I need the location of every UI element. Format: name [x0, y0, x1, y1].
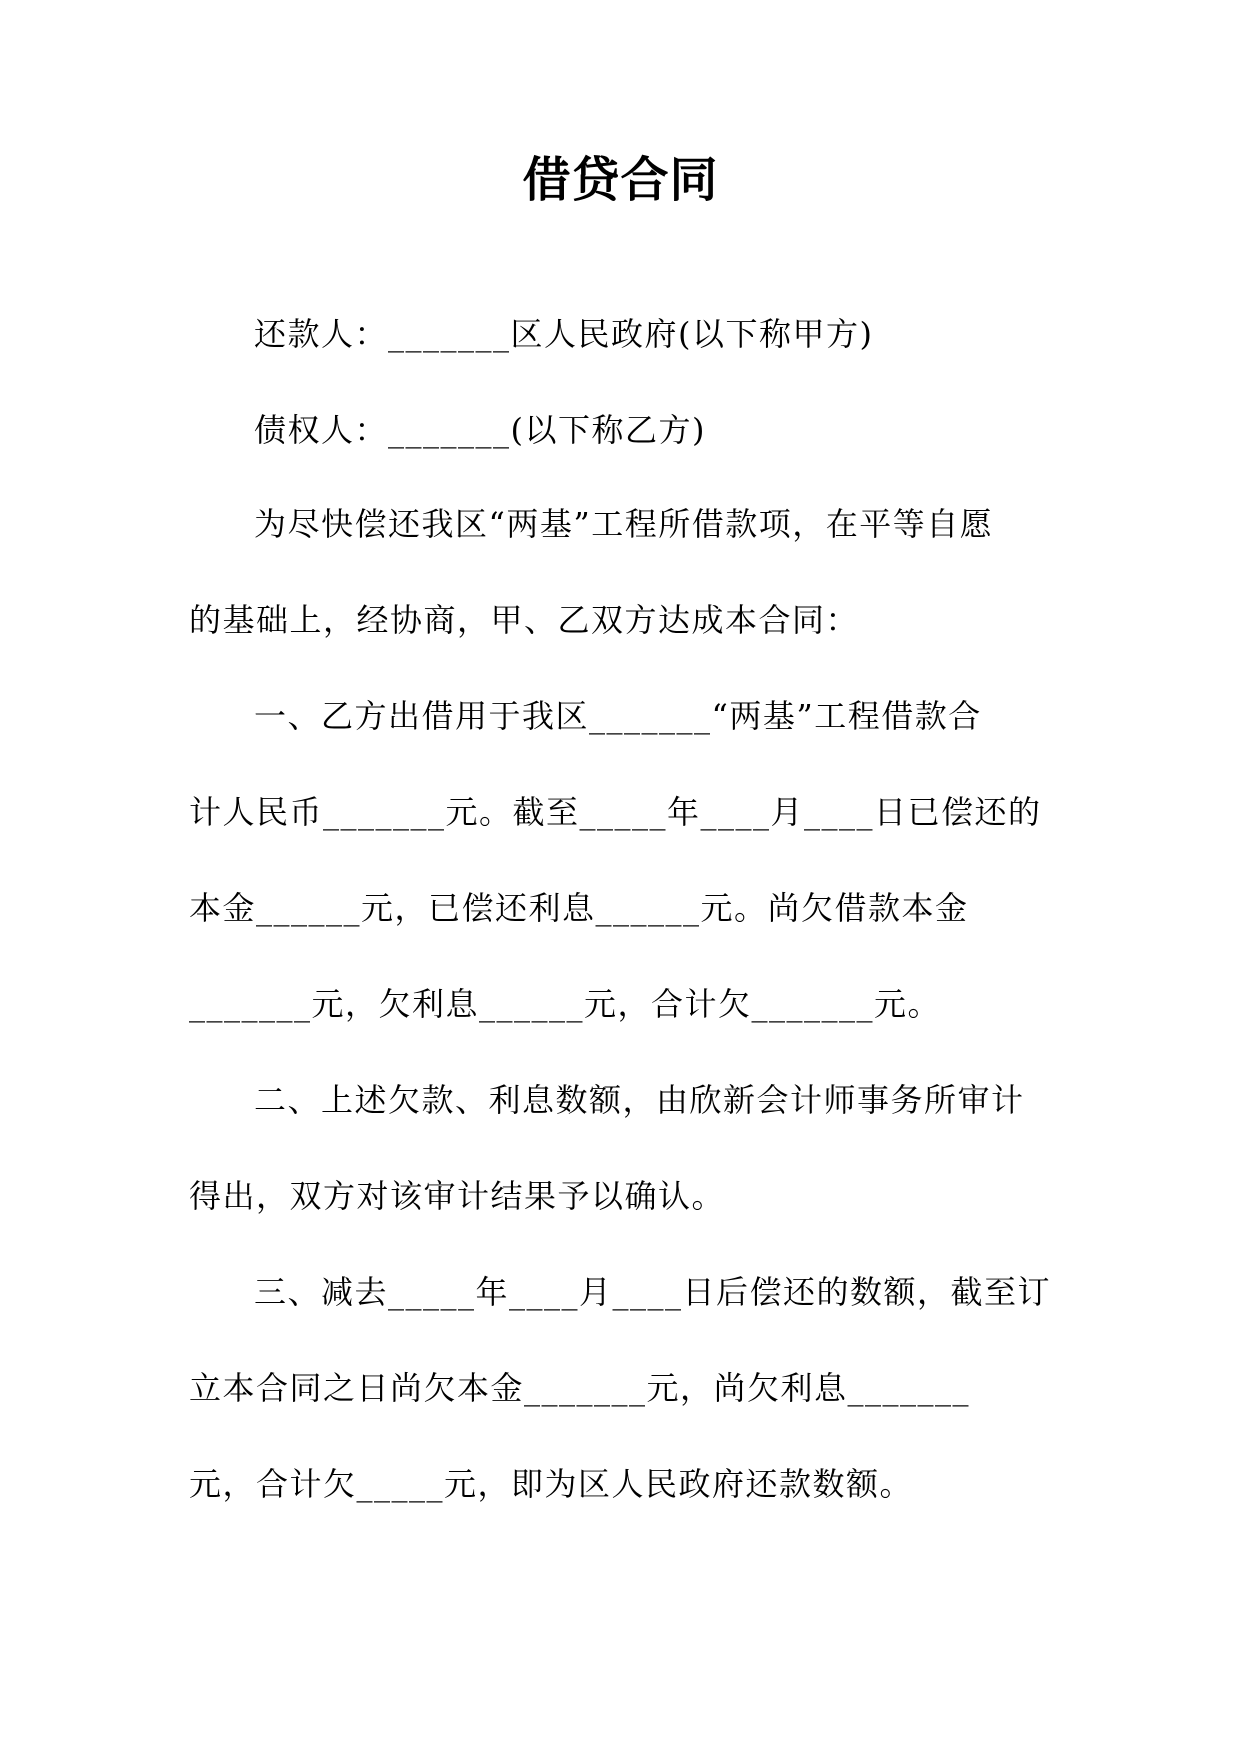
- clause-3-line-1: 三、减去_____年____月____日后偿还的数额，截至订: [254, 1273, 1052, 1311]
- clause-1-line-3: 本金______元，已偿还利息______元。尚欠借款本金: [189, 889, 969, 927]
- preamble-line-2: 的基础上，经协商，甲、乙双方达成本合同：: [189, 601, 860, 639]
- repayer-line: 还款人：_______区人民政府(以下称甲方): [254, 315, 874, 353]
- clause-1-line-4: _______元，欠利息______元，合计欠_______元。: [189, 985, 942, 1023]
- clause-3-line-3: 元，合计欠_____元，即为区人民政府还款数额。: [189, 1465, 914, 1503]
- preamble-line-1: 为尽快偿还我区“两基”工程所借款项，在平等自愿: [254, 505, 994, 543]
- clause-1-line-2: 计人民币_______元。截至_____年____月____日已偿还的: [189, 793, 1042, 831]
- clause-3-line-2: 立本合同之日尚欠本金_______元，尚欠利息_______: [189, 1369, 971, 1407]
- clause-2-line-2: 得出，双方对该审计结果予以确认。: [189, 1177, 726, 1215]
- document-title: 借贷合同: [522, 152, 719, 208]
- clause-2-line-1: 二、上述欠款、利息数额，由欣新会计师事务所审计: [254, 1081, 1025, 1119]
- creditor-line: 债权人：_______(以下称乙方): [254, 411, 706, 449]
- clause-1-line-1: 一、乙方出借用于我区_______“两基”工程借款合: [254, 697, 982, 735]
